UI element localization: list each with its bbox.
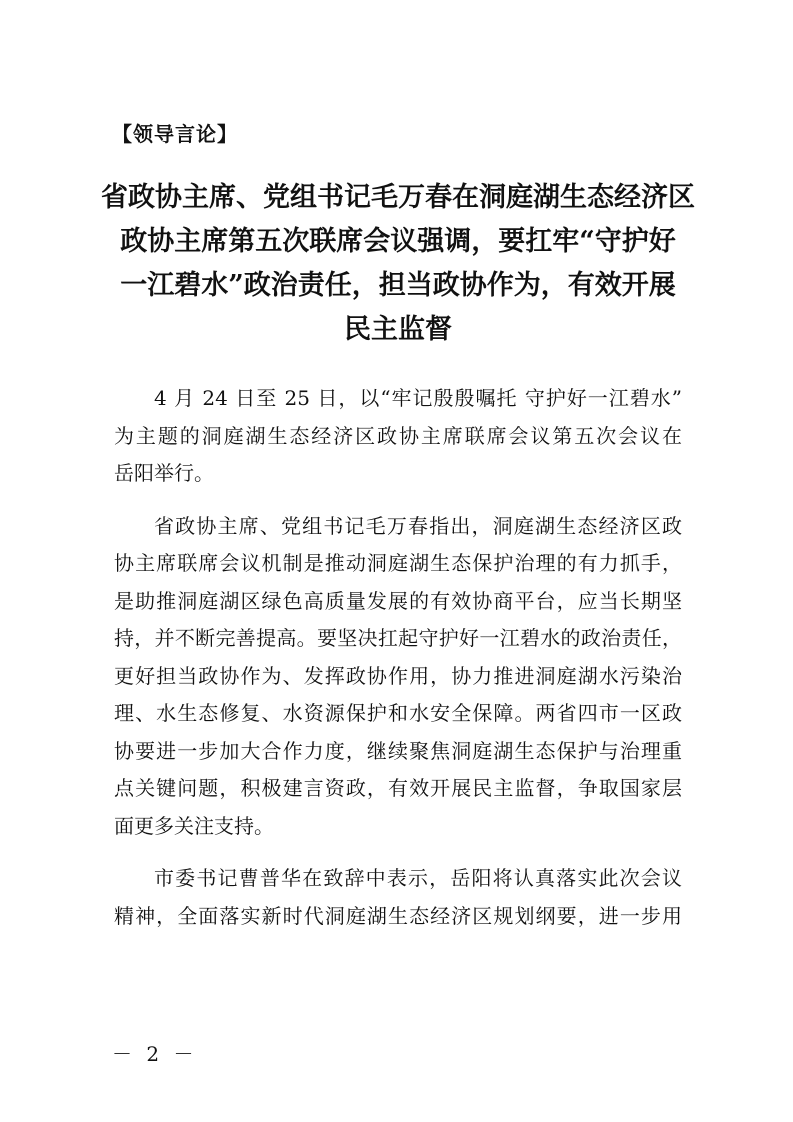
headline-line: 政协主席第五次联席会议强调，要扛牢“守护好 (120, 226, 676, 257)
article-body (114, 380, 682, 935)
paragraph-line: 是助推洞庭湖区绿色高质量发展的有效协商平台，应当长期坚 (114, 588, 682, 613)
paragraph-line: 持，并不断完善提高。要坚决扛起守护好一江碧水的政治责任， (114, 626, 682, 650)
paragraph-line: 协主席联席会议机制是推动洞庭湖生态保护治理的有力抓手， (114, 551, 682, 575)
headline (100, 176, 696, 352)
page-number: － 2 － (112, 1042, 198, 1066)
paragraph-line: 面更多关注支持。 (114, 813, 274, 838)
paragraph-line: 更好担当政协作为、发挥政协作用，协力推进洞庭湖水污染治 (114, 663, 682, 688)
paragraph-1 (114, 380, 682, 493)
paragraph-line: 理、水生态修复、水资源保护和水安全保障。两省四市一区政 (114, 701, 682, 725)
paragraph-line: 精神，全面落实新时代洞庭湖生态经济区规划纲要，进一步用 (114, 903, 682, 928)
headline-line: 省政协主席、党组书记毛万春在洞庭湖生态经济区 (101, 182, 695, 213)
paragraph-line: 市委书记曹普华在致辞中表示，岳阳将认真落实此次会议 (154, 866, 682, 890)
paragraph-line: 4 月 24 日至 25 日，以“牢记殷殷嘱托 守护好一江碧水” (154, 386, 682, 410)
section-tag: 【领导言论】 (112, 122, 238, 146)
paragraph-line: 省政协主席、党组书记毛万春指出，洞庭湖生态经济区政 (154, 513, 682, 538)
paragraph-line: 协要进一步加大合作力度，继续聚焦洞庭湖生态保护与治理重 (114, 738, 682, 763)
paragraph-line: 点关键问题，积极建言资政，有效开展民主监督，争取国家层 (114, 776, 682, 800)
paragraph-3 (114, 860, 682, 935)
paragraph-2 (114, 508, 682, 846)
paragraph-line: 为主题的洞庭湖生态经济区政协主席联席会议第五次会议在 (114, 423, 682, 448)
paragraph-line: 岳阳举行。 (114, 461, 214, 485)
headline-line: 民主监督 (344, 314, 452, 345)
headline-line: 一江碧水”政治责任，担当政协作为，有效开展 (120, 270, 676, 301)
